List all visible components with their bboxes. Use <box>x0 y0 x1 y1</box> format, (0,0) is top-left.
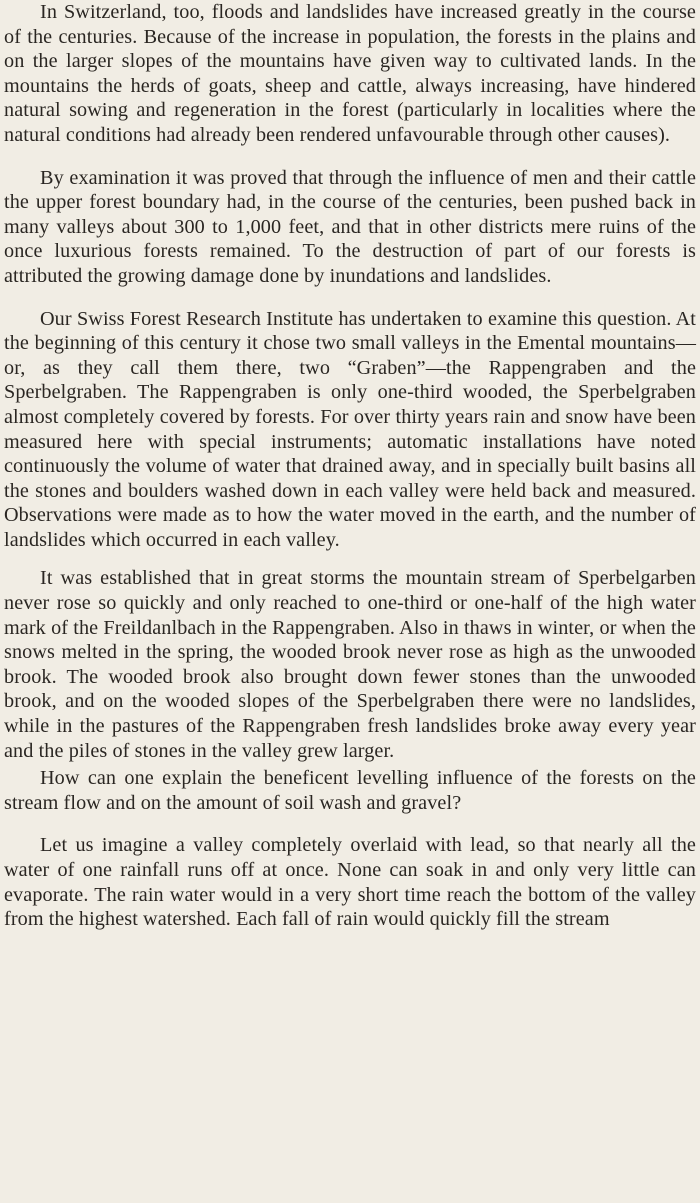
paragraph-forest-boundary: By examination it was proved that through the influence of men and their cattle the upper forest boundary had, in the course of the centuries, been pushed back in many valleys about 300 to 1,000 feet, and that in other districts mere ruins of the once luxurious forests remained. To the destruction of part of our forests is attributed the growing damage done by inundations and landslides. <box>4 166 696 287</box>
paragraph-research-institute: Our Swiss Forest Research Institute has undertaken to examine this question. At the beginning of this century it chose two small valleys in the Emental mountains—or, as they call them there, two “Graben”—the Rappengraben and the Sperbelgraben. The Rappengraben is only one-third wooded, the Sperbelgraben almost completely covered by forests. For over thirty years rain and snow have been measured here with special instruments; automatic installations have noted continuously the volume of water that drained away, and in specially built basins all the stones and boulders washed down in each valley were held back and measured. Observations were made as to how the water moved in the earth, and the number of landslides which occurred in each valley. <box>4 307 696 551</box>
paragraph-storm-findings: It was established that in great storms the mountain stream of Sperbelgarben never rose so quickly and only reached to one-third or one-half of the high water mark of the Freildanlbach in the Rappengraben. Also in thaws in winter, or when the snows melted in the spring, the wooded brook never rose as high as the unwooded brook. The wooded brook also brought down fewer stones than the unwooded brook, and on the wooded slopes of the Sperbelgraben there were no landslides, while in the pastures of the Rappengraben fresh landslides broke away every year and the piles of stones in the valley grew larger. <box>4 567 696 762</box>
paragraph-switzerland-floods: In Switzerland, too, floods and landslides have increased greatly in the course of the centuries. Because of the increase in population, the forests in the plains and on the larger slopes of the mountains have given way to cultivated lands. In the mountains the herds of goats, sheep and cattle, always increasing, have hindered natural sowing and regeneration in the forest (particularly in localities where the natural conditions had already been rendered unfavourable through other causes). <box>4 1 696 146</box>
paragraph-lead-valley: Let us imagine a valley completely overlaid with lead, so that nearly all the water of one rainfall runs off at once. None can soak in and only very little can evaporate. The rain water would in a very short time reach the bottom of the valley from the highest watershed. Each fall of rain would quickly fill the stream <box>4 834 696 931</box>
paragraph-explanation-question: How can one explain the beneficent levelling influence of the forests on the stream flow and on the amount of soil wash and gravel? <box>4 767 696 814</box>
